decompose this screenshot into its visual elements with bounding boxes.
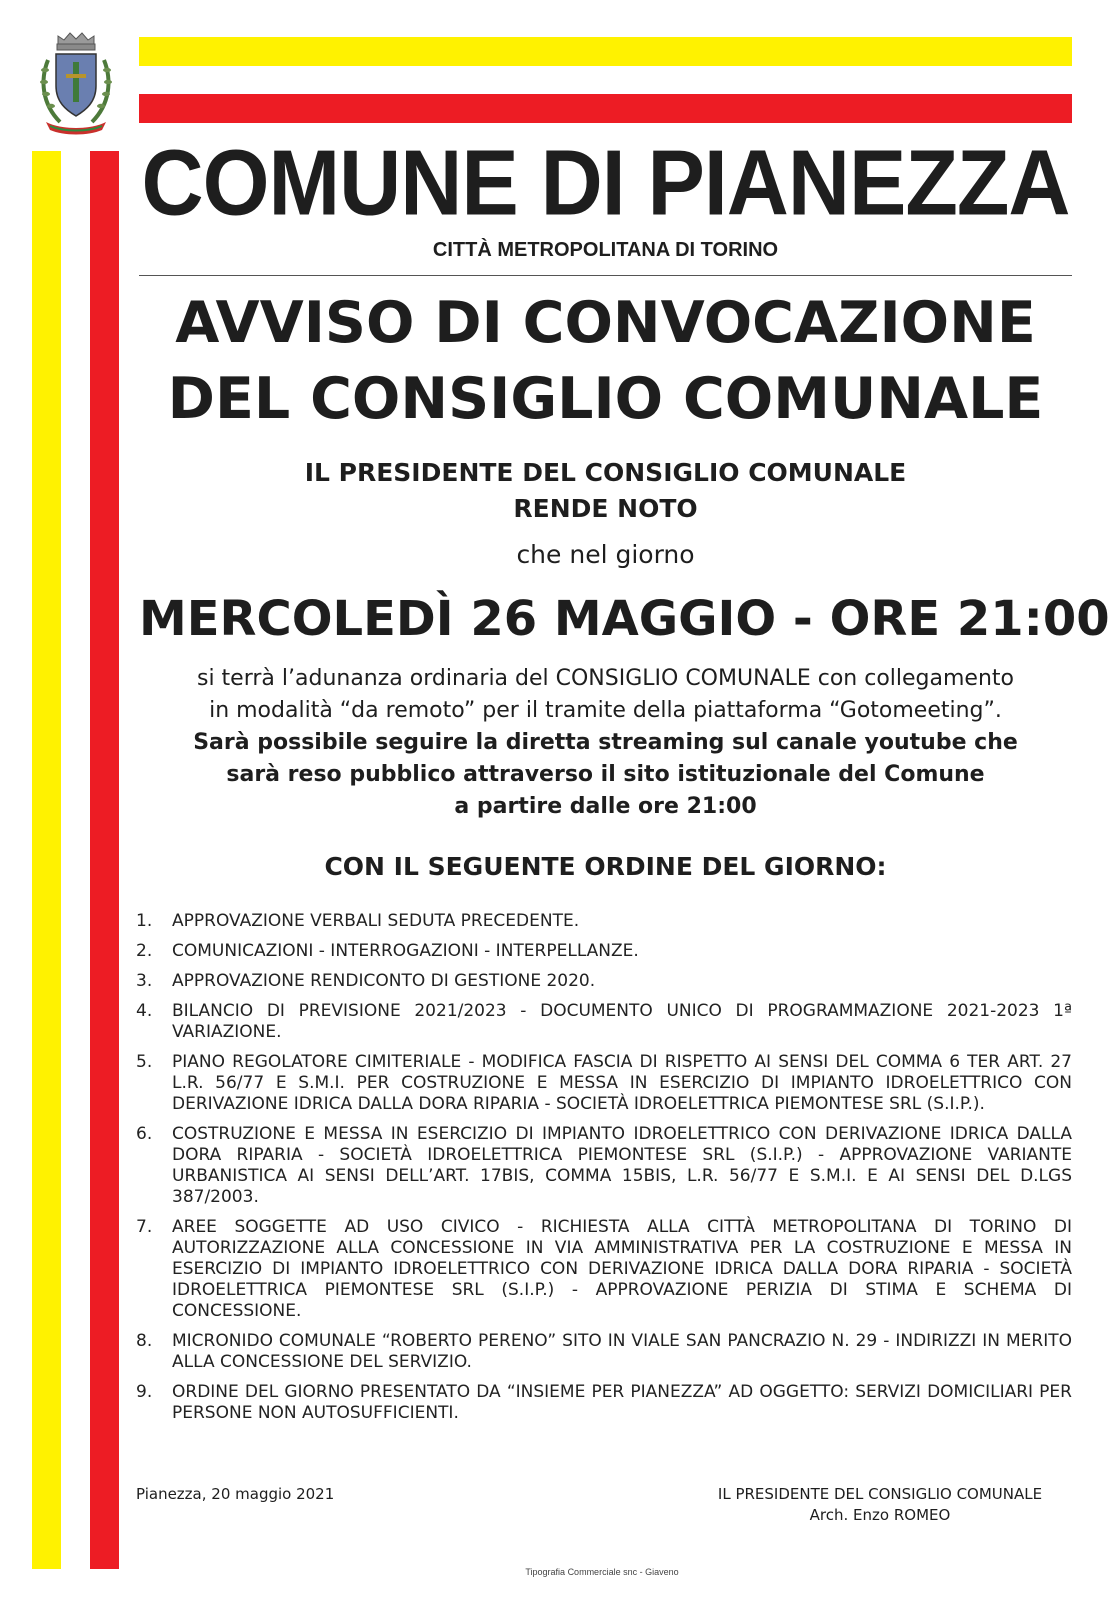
streaming-line: sarà reso pubblico attraverso il sito istituzionale del Comune bbox=[226, 762, 985, 787]
president-line: RENDE NOTO bbox=[513, 494, 698, 523]
place-and-date: Pianezza, 20 maggio 2021 bbox=[136, 1485, 335, 1503]
agenda-item bbox=[136, 1124, 1072, 1208]
president-announcement bbox=[139, 455, 1072, 527]
description-line: in modalità “da remoto” per il tramite della piattaforma “Gotomeeting”. bbox=[209, 698, 1002, 723]
streaming-line: a partire dalle ore 21:00 bbox=[454, 794, 757, 819]
agenda-item-text: BILANCIO DI PREVISIONE 2021/2023 - DOCUMENTO UNICO DI PROGRAMMAZIONE 2021-2023 1ª VARIAZIONE. bbox=[172, 1001, 1072, 1042]
agenda-item-number: 1. bbox=[136, 911, 153, 931]
agenda-list bbox=[136, 911, 1072, 1433]
red-stripe-vertical bbox=[90, 151, 119, 1569]
description-line: si terrà l’adunanza ordinaria del CONSIGLIO COMUNALE con collegamento bbox=[196, 666, 1014, 691]
coat-of-arms-icon bbox=[36, 30, 116, 138]
signature-block bbox=[700, 1484, 1060, 1526]
agenda-item-number: 8. bbox=[136, 1331, 153, 1351]
agenda-heading: CON IL SEGUENTE ORDINE DEL GIORNO: bbox=[324, 852, 887, 881]
agenda-item-text: APPROVAZIONE VERBALI SEDUTA PRECEDENTE. bbox=[172, 911, 580, 931]
streaming-line: Sarà possibile seguire la diretta streaming sul canale youtube che bbox=[193, 730, 1018, 755]
printer-credit: Tipografia Commerciale snc - Giaveno bbox=[525, 1567, 679, 1577]
agenda-item bbox=[136, 1052, 1072, 1115]
page-subtitle: CITTÀ METROPOLITANA DI TORINO bbox=[432, 239, 779, 261]
agenda-item bbox=[136, 911, 1072, 932]
yellow-stripe-vertical bbox=[32, 151, 61, 1569]
agenda-item-text: AREE SOGGETTE AD USO CIVICO - RICHIESTA ALLA CITTÀ METROPOLITANA DI TORINO DI AUTORIZZAZIONE ALLA CONCESSIONE IN VIA AMMINISTRATIVA PER LA COSTRUZIONE E MESSA IN ESERCIZIO DI IMPIANTO IDROELETTRICO CON DERIVAZIONE IDRICA DALLA DORA RIPARIA - SOCIETÀ IDROELETTRICA PIEMONTESE SRL (S.I.P.) - APPROVAZIONE PERIZIA DI STIMA E SCHEMA DI CONCESSIONE. bbox=[172, 1217, 1072, 1321]
agenda-item-text: MICRONIDO COMUNALE “ROBERTO PERENO” SITO IN VIALE SAN PANCRAZIO N. 29 - INDIRIZZI IN MERITO ALLA CONCESSIONE DEL SERVIZIO. bbox=[172, 1331, 1072, 1372]
agenda-item bbox=[136, 1331, 1072, 1373]
agenda-item bbox=[136, 941, 1072, 962]
agenda-item-text: ORDINE DEL GIORNO PRESENTATO DA “INSIEME PER PIANEZZA” AD OGGETTO: SERVIZI DOMICILIARI PER PERSONE NON AUTOSUFFICIENTI. bbox=[172, 1382, 1072, 1423]
agenda-item-number: 2. bbox=[136, 941, 153, 961]
agenda-item bbox=[136, 1001, 1072, 1043]
president-line: IL PRESIDENTE DEL CONSIGLIO COMUNALE bbox=[304, 458, 907, 487]
notice-heading-line: AVVISO DI CONVOCAZIONE bbox=[175, 290, 1036, 356]
agenda-item-number: 3. bbox=[136, 971, 153, 991]
agenda-item bbox=[136, 971, 1072, 992]
intro-text: che nel giorno bbox=[516, 540, 695, 569]
agenda-item-number: 7. bbox=[136, 1217, 153, 1237]
agenda-item-number: 6. bbox=[136, 1124, 153, 1144]
page-title: COMUNE DI PIANEZZA bbox=[141, 131, 1070, 235]
signer-name: Arch. Enzo ROMEO bbox=[809, 1506, 951, 1524]
agenda-item-number: 5. bbox=[136, 1052, 153, 1072]
agenda-item-number: 4. bbox=[136, 1001, 153, 1021]
agenda-item-text: COSTRUZIONE E MESSA IN ESERCIZIO DI IMPIANTO IDROELETTRICO CON DERIVAZIONE IDRICA DALLA DORA RIPARIA - SOCIETÀ IDROELETTRICA PIEMONTESE SRL (S.I.P.) - APPROVAZIONE VARIANTE URBANISTICA AI SENSI DELL’ART. 17BIS, COMMA 15BIS, L.R. 56/77 E S.M.I. E AI SENSI DEL D.LGS 387/2003. bbox=[172, 1124, 1072, 1207]
agenda-item-text: COMUNICAZIONI - INTERROGAZIONI - INTERPELLANZE. bbox=[172, 941, 639, 961]
agenda-item-number: 9. bbox=[136, 1382, 153, 1402]
agenda-item bbox=[136, 1217, 1072, 1322]
agenda-item-text: APPROVAZIONE RENDICONTO DI GESTIONE 2020. bbox=[172, 971, 596, 991]
agenda-item bbox=[136, 1382, 1072, 1424]
signer-title: IL PRESIDENTE DEL CONSIGLIO COMUNALE bbox=[717, 1485, 1043, 1503]
notice-heading bbox=[139, 285, 1072, 437]
notice-heading-line: DEL CONSIGLIO COMUNALE bbox=[167, 366, 1044, 432]
divider bbox=[139, 275, 1072, 276]
yellow-stripe-horizontal bbox=[139, 37, 1072, 66]
meeting-date-time: MERCOLEDÌ 26 MAGGIO - ORE 21:00 bbox=[139, 591, 1110, 647]
agenda-item-text: PIANO REGOLATORE CIMITERIALE - MODIFICA FASCIA DI RISPETTO AI SENSI DEL COMMA 6 TER ART. 27 L.R. 56/77 E S.M.I. PER COSTRUZIONE E MESSA IN ESERCIZIO DI IMPIANTO IDROELETTRICO CON DERIVAZIONE IDRICA DALLA DORA RIPARIA - SOCIETÀ IDROELETTRICA PIEMONTESE SRL (S.I.P.). bbox=[172, 1052, 1072, 1114]
meeting-description bbox=[139, 663, 1072, 823]
red-stripe-horizontal bbox=[139, 94, 1072, 123]
